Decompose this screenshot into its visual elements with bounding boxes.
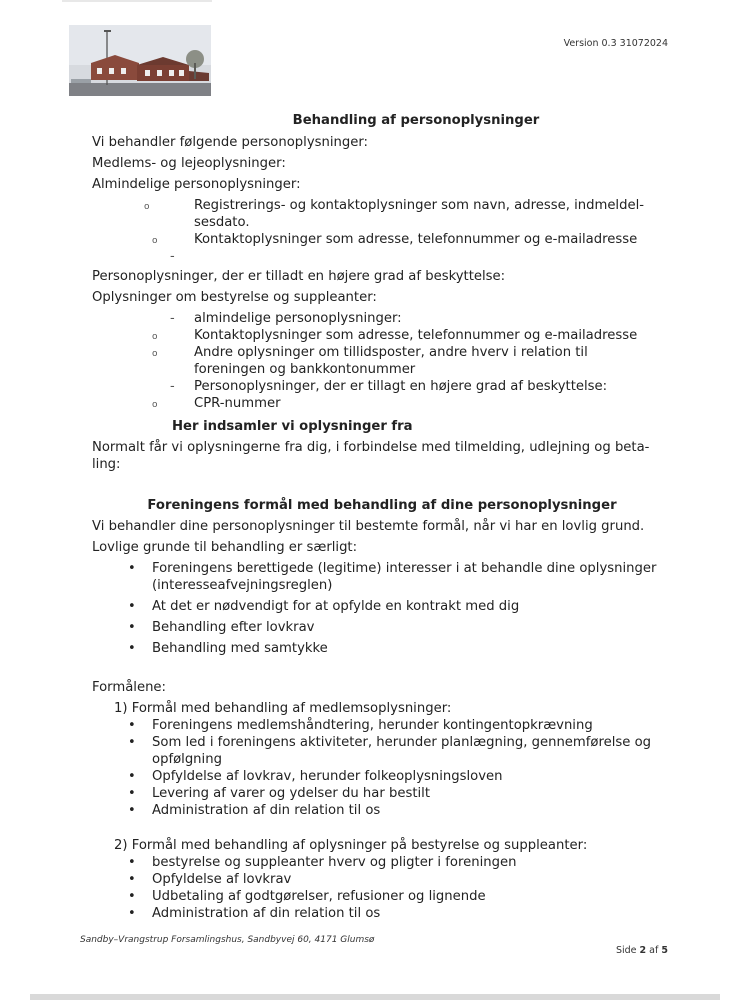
circle-bullet-icon: o (152, 349, 158, 359)
list-item: o Andre oplysninger om tillidsposter, andre hverv i relation til foreningen og bankkontonummer (152, 345, 588, 377)
general-heading: Almindelige personoplysninger: (92, 177, 301, 192)
circle-bullet-icon: o (152, 400, 158, 410)
dash-bullet-icon: - (170, 311, 175, 326)
bullet-icon: • (128, 872, 136, 887)
list-item: • Administration af din relation til os (128, 803, 381, 818)
board-list (92, 310, 662, 412)
bullet-icon: • (128, 561, 136, 576)
top-divider (62, 0, 212, 2)
list-item: • bestyrelse og suppleanter hverv og pligter i foreningen (128, 855, 517, 870)
purpose1-heading: 1) Formål med behandling af medlemsoplysninger: (114, 701, 452, 716)
dash-bullet-icon: - (170, 379, 175, 394)
bullet-icon: • (128, 599, 136, 614)
bullet-icon: • (128, 735, 136, 750)
list-item: o Registrerings- og kontaktoplysninger som navn, adresse, indmeldel-sesdato. (144, 198, 645, 230)
list-item: - Personoplysninger, der er tillagt en højere grad af beskyttelse: (170, 379, 608, 394)
collect-text: Normalt får vi oplysningerne fra dig, i forbindelse med tilmelding, udlejning og beta-ling: (92, 440, 650, 472)
section-title-purpose: Foreningens formål med behandling af dine personoplysninger (147, 498, 617, 513)
bullet-icon: • (128, 786, 136, 801)
intro-text: Vi behandler følgende personoplysninger: (92, 135, 369, 150)
list-item: o Kontaktoplysninger som adresse, telefonnummer og e-mailadresse (92, 327, 662, 344)
legal-list (92, 560, 662, 657)
list-item: • Som led i foreningens aktiviteter, herunder planlægning, gennemførelse og opfølgning (128, 735, 652, 767)
document-body (92, 112, 662, 922)
legal-heading: Lovlige grunde til behandling er særligt: (92, 540, 358, 555)
bullet-icon: • (128, 641, 136, 656)
purpose2-heading: 2) Formål med behandling af oplysninger på bestyrelse og suppleanter: (114, 838, 588, 853)
list-item: - almindelige personoplysninger: (170, 311, 402, 326)
list-item-empty (92, 248, 662, 262)
list-item: • Levering af varer og ydelser du har bestilt (128, 786, 430, 801)
bullet-icon: • (128, 620, 136, 635)
list-item: • Behandling med samtykke (128, 641, 328, 656)
footer-address: Sandby–Vrangstrup Forsamlingshus, Sandbyvej 60, 4171 Glumsø (80, 935, 375, 945)
purpose2-list (92, 854, 662, 922)
bullet-icon: • (128, 769, 136, 784)
list-item: • Opfyldelse af lovkrav (128, 872, 292, 887)
list-item: • Opfyldelse af lovkrav, herunder folkeoplysningsloven (128, 769, 503, 784)
circle-bullet-icon: o (152, 236, 158, 246)
page-number: Side 2 af 5 (615, 945, 668, 956)
members-heading: Medlems- og lejeoplysninger: (92, 156, 286, 171)
purpose-intro: Vi behandler dine personoplysninger til bestemte formål, når vi har en lovlig grund. (92, 519, 645, 534)
total-pages: 5 (661, 945, 668, 956)
list-item: • Foreningens berettigede (legitime) interesser i at behandle dine oplysninger (interesseafvejningsreglen) (128, 561, 657, 593)
list-item: o Kontaktoplysninger som adresse, telefonnummer og e-mailadresse (92, 231, 662, 248)
list-item: • At det er nødvendigt for at opfylde en kontrakt med dig (128, 599, 520, 614)
list-item: • Administration af din relation til os (128, 906, 381, 921)
section-title-processing: Behandling af personoplysninger (292, 113, 540, 128)
bullet-icon: • (128, 906, 136, 921)
circle-bullet-icon: o (152, 332, 158, 342)
building-photo-image (69, 25, 211, 96)
bullet-icon: • (128, 855, 136, 870)
board-heading: Oplysninger om bestyrelse og suppleanter: (92, 290, 377, 305)
list-item: • Udbetaling af godtgørelser, refusioner og lignende (128, 889, 486, 904)
header-photo (69, 25, 211, 96)
bullet-icon: • (128, 803, 136, 818)
bullet-icon: • (128, 718, 136, 733)
bottom-scrollbar[interactable] (30, 994, 720, 1000)
list-item: • Foreningens medlemshåndtering, herunder kontingentopkrævning (128, 718, 593, 733)
dash-bullet-icon: - (170, 249, 175, 264)
sensitive-heading: Personoplysninger, der er tilladt en højere grad af beskyttelse: (92, 269, 506, 284)
general-list (92, 197, 662, 262)
bullet-icon: • (128, 889, 136, 904)
list-item: • Behandling efter lovkrav (128, 620, 315, 635)
section-title-collect: Her indsamler vi oplysninger fra (172, 419, 413, 434)
circle-bullet-icon: o (144, 202, 150, 212)
list-item: o CPR-nummer (92, 395, 662, 412)
version-label: Version 0.3 31072024 (563, 38, 668, 49)
purposes-heading: Formålene: (92, 680, 166, 695)
current-page: 2 (639, 945, 647, 956)
purpose1-list (92, 717, 662, 819)
